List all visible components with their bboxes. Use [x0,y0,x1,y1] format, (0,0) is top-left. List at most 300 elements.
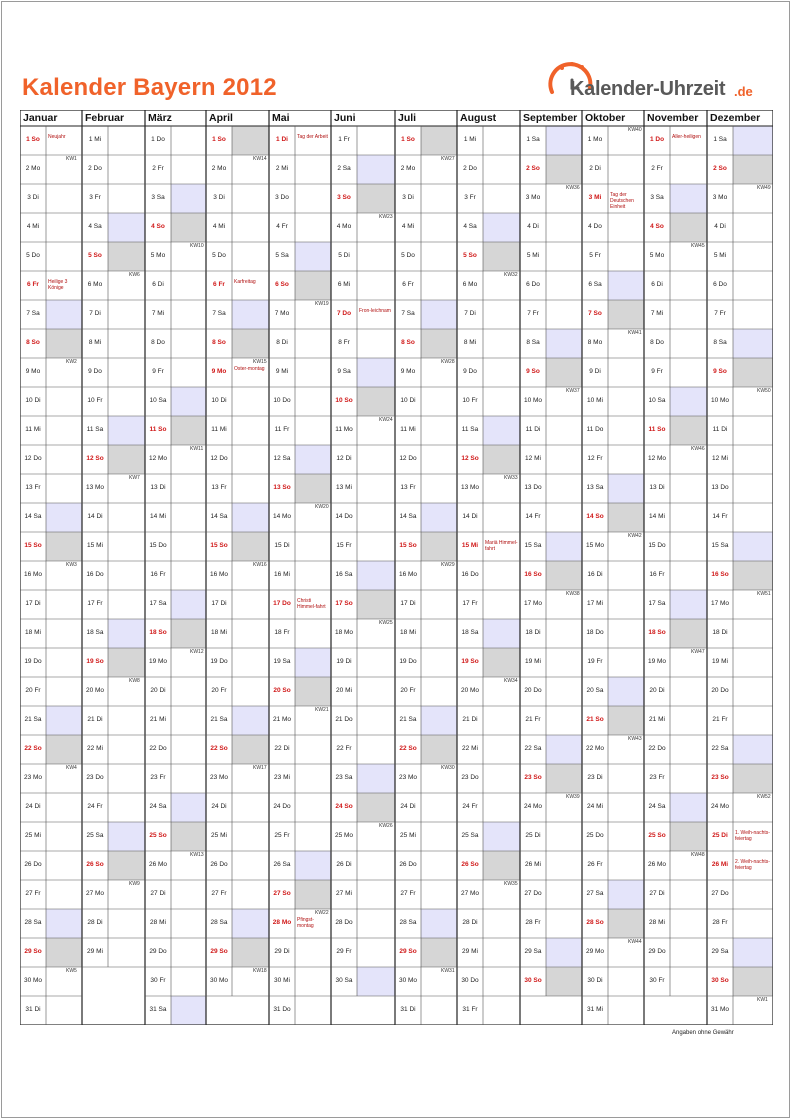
day-label: 16 Mo [398,571,418,578]
day-label: 27 Mo [85,890,105,897]
calendar-week-label: KW31 [441,968,455,974]
day-label: 30 Di [587,977,603,984]
day-label: 28 Fr [712,919,728,926]
day-label: 16 So [711,571,729,578]
day-label: 19 Mi [712,658,728,665]
day-label: 21 Fr [712,716,728,723]
day-label: 9 Sa [337,368,351,375]
day-label: 19 Do [210,658,228,665]
day-label: 6 Di [152,281,164,288]
day-label: 22 Sa [524,745,542,752]
day-label: 27 Fr [25,890,41,897]
calendar-week-label: KW26 [379,823,393,829]
day-label: 3 Di [402,194,414,201]
day-label: 15 Fr [336,542,352,549]
day-label: 22 Fr [336,745,352,752]
day-label: 21 So [586,716,604,723]
calendar-week-label: KW36 [566,185,580,191]
day-label: 7 Sa [401,310,415,317]
grid-lines [20,110,773,1025]
calendar-week-label: KW50 [757,388,771,394]
day-label: 20 Fr [400,687,416,694]
day-label: 9 Mi [275,368,289,375]
day-label: 7 So [588,310,602,317]
day-label: 3 Fr [89,194,101,201]
day-label: 13 Mo [85,484,105,491]
day-label: 8 Sa [713,339,727,346]
day-label: 30 Mo [23,977,43,984]
day-label: 12 Di [336,455,352,462]
day-label: 23 So [524,774,542,781]
day-label: 14 Mi [649,513,665,520]
day-label: 30 So [524,977,542,984]
month-header: September [523,112,578,124]
day-label: 7 Di [464,310,476,317]
day-label: 2 Mo [400,165,416,172]
day-label: 29 Mi [462,948,478,955]
day-label: 25 Mi [211,832,227,839]
day-label: 21 Di [462,716,478,723]
day-label: 15 So [399,542,417,549]
day-label: 13 Do [524,484,542,491]
day-label: 10 Sa [648,397,666,404]
day-label: 13 So [273,484,291,491]
day-label: 4 Mi [212,223,226,230]
calendar-week-label: KW5 [66,968,77,974]
month-header: Juni [334,112,356,124]
calendar-week-label: KW8 [129,678,140,684]
calendar-week-label: KW43 [628,736,642,742]
day-label: 23 So [711,774,729,781]
day-label: 24 Di [400,803,416,810]
calendar-week-label: KW48 [691,852,705,858]
day-label: 23 Do [86,774,104,781]
day-label: 25 Mi [400,832,416,839]
day-label: 17 Di [25,600,41,607]
calendar-week-label: KW46 [691,446,705,452]
calendar-week-label: KW12 [190,649,204,655]
day-label: 17 Mo [523,600,543,607]
day-label: 6 Fr [402,281,414,288]
day-label: 22 Mi [87,745,103,752]
day-label: 10 Fr [87,397,103,404]
day-label: 4 Di [714,223,726,230]
day-label: 29 So [24,948,42,955]
day-label: 16 Di [587,571,603,578]
calendar-week-label: KW23 [379,214,393,220]
day-label: 3 Di [27,194,39,201]
day-label: 12 Mo [148,455,168,462]
day-label: 5 Do [401,252,415,259]
day-label: 24 Di [25,803,41,810]
day-label: 28 Mo [272,919,292,926]
calendar-week-label: KW1 [757,997,768,1003]
calendar-week-label: KW52 [757,794,771,800]
day-label: 25 Mo [334,832,354,839]
day-label: 17 Fr [87,600,103,607]
day-label: 3 So [337,194,351,201]
day-label: 2 So [526,165,540,172]
day-label: 3 Mo [525,194,541,201]
day-label: 22 Mo [585,745,605,752]
day-label: 14 Sa [210,513,228,520]
day-label: 28 Sa [399,919,417,926]
day-label: 11 Fr [274,426,290,433]
day-label: 20 Di [150,687,166,694]
day-label: 8 Do [650,339,664,346]
day-label: 13 Sa [586,484,604,491]
day-label: 16 Mo [209,571,229,578]
month-header: März [148,112,172,124]
day-label: 29 Fr [336,948,352,955]
calendar-week-label: KW18 [253,968,267,974]
day-label: 29 Do [149,948,167,955]
day-label: 4 Sa [88,223,102,230]
day-label: 14 Di [462,513,478,520]
day-label: 14 So [586,513,604,520]
day-label: 16 Fr [649,571,665,578]
day-label: 26 Do [210,861,228,868]
calendar-week-label: KW47 [691,649,705,655]
day-label: 6 Do [526,281,540,288]
day-label: 7 Fr [714,310,726,317]
day-label: 18 Sa [86,629,104,636]
calendar-week-label: KW27 [441,156,455,162]
day-label: 8 Mo [587,339,603,346]
day-label: 18 Do [586,629,604,636]
day-label: 23 Di [587,774,603,781]
day-label: 2 Mo [25,165,41,172]
day-label: 10 Di [211,397,227,404]
day-label: 26 Mi [525,861,541,868]
day-label: 12 So [86,455,104,462]
day-label: 23 Mo [23,774,43,781]
calendar-week-label: KW9 [129,881,140,887]
day-label: 14 Di [87,513,103,520]
day-label: 28 Sa [24,919,42,926]
day-label: 2 Do [463,165,477,172]
day-label: 26 Do [24,861,42,868]
day-label: 16 Do [461,571,479,578]
calendar-week-label: KW6 [129,272,140,278]
day-label: 7 Do [336,310,352,317]
holiday-name: 1. Weih-nachts-feiertag [735,830,770,842]
day-label: 26 So [461,861,479,868]
month-header: Oktober [585,112,626,124]
day-label: 20 Mo [460,687,480,694]
calendar-week-label: KW15 [253,359,267,365]
day-label: 14 Fr [712,513,728,520]
day-label: 13 Do [711,484,729,491]
month-header: Mai [272,112,290,124]
day-label: 23 Do [461,774,479,781]
day-label: 3 Sa [650,194,664,201]
day-label: 10 Sa [149,397,167,404]
day-label: 24 Mi [587,803,603,810]
calendar-week-label: KW35 [504,881,518,887]
day-label: 5 Sa [275,252,289,259]
day-label: 15 Sa [524,542,542,549]
day-label: 15 So [24,542,42,549]
day-label: 15 Mi [461,542,479,549]
holiday-name: Mariä Himmel-fahrt [485,540,518,552]
holiday-name: Neujahr [48,134,66,140]
day-label: 7 Mo [274,310,290,317]
day-label: 2 Sa [337,165,351,172]
brand-logo[interactable] [544,58,776,110]
day-label: 19 Mo [148,658,168,665]
day-label: 24 Fr [87,803,103,810]
month-header: April [209,112,233,124]
day-label: 26 Do [399,861,417,868]
day-label: 12 Mi [712,455,728,462]
day-label: 4 Do [588,223,602,230]
day-label: 28 Di [462,919,478,926]
day-label: 26 Fr [587,861,603,868]
day-label: 9 Mo [25,368,41,375]
day-label: 18 Mo [334,629,354,636]
day-label: 31 Sa [149,1006,167,1013]
calendar-week-label: KW22 [315,910,329,916]
day-label: 7 Fr [527,310,539,317]
day-label: 21 Di [87,716,103,723]
day-label: 24 So [335,803,353,810]
day-label: 17 Sa [149,600,167,607]
day-label: 17 Mi [587,600,603,607]
day-label: 9 Fr [152,368,164,375]
calendar-week-label: KW21 [315,707,329,713]
day-label: 22 So [399,745,417,752]
day-label: 15 Do [648,542,666,549]
holiday-name: Heilige 3 Könige [48,279,68,291]
day-label: 10 Mi [587,397,603,404]
calendar-week-label: KW7 [129,475,140,481]
day-label: 28 Do [335,919,353,926]
day-label: 11 Mo [335,426,353,433]
day-label: 27 Di [649,890,665,897]
day-label: 18 Di [712,629,728,636]
day-label: 2 Mo [211,165,227,172]
day-label: 17 So [335,600,353,607]
day-label: 20 Di [649,687,665,694]
day-label: 19 Do [24,658,42,665]
page-title: Kalender Bayern 2012 [22,74,277,101]
calendar-week-label: KW39 [566,794,580,800]
day-label: 7 Sa [212,310,226,317]
day-label: 30 Fr [150,977,166,984]
day-label: 6 Fr [27,281,39,288]
holiday-name: Tag der Arbeit [297,134,328,140]
day-label: 13 Di [649,484,665,491]
day-label: 1 Di [276,136,288,143]
day-label: 5 Mi [713,252,727,259]
day-label: 20 Sa [586,687,604,694]
day-label: 25 Mi [25,832,41,839]
day-label: 7 Sa [26,310,40,317]
day-label: 11 Di [712,426,728,433]
day-label: 22 Mi [462,745,478,752]
day-label: 19 Mo [647,658,667,665]
day-label: 16 So [524,571,542,578]
calendar-week-label: KW3 [66,562,77,568]
day-label: 15 Do [149,542,167,549]
day-label: 30 Sa [335,977,353,984]
day-label: 21 Sa [210,716,228,723]
day-label: 14 Sa [24,513,42,520]
day-label: 13 Mo [460,484,480,491]
day-label: 24 Mo [710,803,730,810]
day-label: 29 Mo [585,948,605,955]
day-label: 27 Mo [460,890,480,897]
month-header: Dezember [710,112,761,124]
day-label: 17 Do [273,600,291,607]
day-label: 8 So [212,339,226,346]
holiday-name: Karfreitag [234,279,256,285]
day-label: 22 Di [274,745,290,752]
day-label: 1 Sa [713,136,727,143]
day-label: 27 So [273,890,291,897]
day-label: 13 Fr [400,484,416,491]
day-label: 20 Fr [211,687,227,694]
day-label: 22 Do [149,745,167,752]
day-label: 23 Fr [649,774,665,781]
day-label: 28 Sa [210,919,228,926]
day-label: 26 Mo [148,861,168,868]
day-label: 10 Di [25,397,41,404]
day-label: 14 Mi [150,513,166,520]
day-label: 25 Di [712,832,728,839]
day-label: 16 Mo [23,571,43,578]
day-label: 6 Mo [87,281,103,288]
calendar-week-label: KW34 [504,678,518,684]
day-label: 4 Mi [401,223,415,230]
day-label: 6 Di [651,281,663,288]
day-label: 17 Di [400,600,416,607]
day-label: 8 Fr [338,339,350,346]
day-label: 8 Mi [88,339,102,346]
day-label: 12 Mo [647,455,667,462]
day-label: 5 Mo [649,252,665,259]
day-label: 16 Do [86,571,104,578]
day-label: 14 Do [335,513,353,520]
calendar-week-label: KW16 [253,562,267,568]
logo-name: Kalender-Uhrzeit [570,78,726,100]
calendar-week-label: KW38 [566,591,580,597]
day-label: 23 Sa [335,774,353,781]
day-label: 20 Do [524,687,542,694]
day-label: 5 Fr [589,252,601,259]
month-header: November [647,112,699,124]
day-label: 1 Mo [587,136,603,143]
day-label: 14 Sa [399,513,417,520]
day-label: 23 Mo [209,774,229,781]
day-label: 26 Mi [711,861,729,868]
day-label: 27 Do [711,890,729,897]
day-label: 29 Mi [87,948,103,955]
day-label: 28 So [586,919,604,926]
day-label: 31 Mi [587,1006,603,1013]
day-label: 9 Mo [400,368,416,375]
day-label: 11 So [648,426,666,433]
day-label: 11 Sa [461,426,479,433]
day-label: 15 Mi [87,542,103,549]
calendar-week-label: KW49 [757,185,771,191]
day-label: 12 Sa [273,455,291,462]
day-label: 21 Mo [272,716,292,723]
day-label: 2 Fr [651,165,663,172]
calendar-week-label: KW17 [253,765,267,771]
day-label: 21 Mi [150,716,166,723]
day-label: 31 Di [400,1006,416,1013]
day-label: 22 Sa [711,745,729,752]
day-label: 25 Di [525,832,541,839]
day-label: 31 Fr [462,1006,478,1013]
day-label: 30 Do [461,977,479,984]
day-label: 19 Sa [273,658,291,665]
day-label: 31 Mo [710,1006,730,1013]
calendar-week-label: KW14 [253,156,267,162]
day-label: 21 Fr [525,716,541,723]
day-label: 20 Mi [336,687,352,694]
calendar-week-label: KW32 [504,272,518,278]
day-label: 21 Do [335,716,353,723]
day-label: 19 Di [336,658,352,665]
day-label: 12 Do [399,455,417,462]
day-label: 24 Di [211,803,227,810]
day-label: 29 Sa [524,948,542,955]
day-label: 18 Mi [211,629,227,636]
month-header: Februar [85,112,125,124]
day-label: 13 Mi [336,484,352,491]
day-label: 10 Mo [710,397,730,404]
day-label: 13 Fr [211,484,227,491]
day-label: 17 Di [211,600,227,607]
day-label: 17 Mo [710,600,730,607]
day-label: 11 Mi [25,426,41,433]
day-label: 30 Fr [649,977,665,984]
day-label: 27 Fr [400,890,416,897]
calendar-week-label: KW37 [566,388,580,394]
calendar-week-label: KW4 [66,765,77,771]
day-label: 10 Mo [523,397,543,404]
calendar-week-label: KW33 [504,475,518,481]
day-label: 19 So [86,658,104,665]
day-label: 24 Sa [648,803,666,810]
day-label: 27 Fr [211,890,227,897]
day-label: 22 Do [648,745,666,752]
day-label: 27 Mi [336,890,352,897]
day-label: 5 Mo [150,252,166,259]
day-label: 19 Mi [525,658,541,665]
day-label: 11 So [149,426,167,433]
day-label: 28 Fr [525,919,541,926]
day-label: 8 Mi [463,339,477,346]
month-header: Juli [398,112,417,124]
disclaimer-footnote: Angaben ohne Gewähr [672,1030,734,1036]
day-label: 18 Fr [274,629,290,636]
month-header: Januar [23,112,58,124]
day-label: 15 Di [274,542,290,549]
calendar-week-label: KW2 [66,359,77,365]
day-label: 30 Mi [274,977,290,984]
day-label: 1 So [26,136,40,143]
calendar-week-label: KW29 [441,562,455,568]
day-label: 29 Do [648,948,666,955]
day-label: 29 So [399,948,417,955]
day-label: 11 Sa [86,426,104,433]
day-label: 6 Mo [462,281,478,288]
day-label: 18 Di [525,629,541,636]
